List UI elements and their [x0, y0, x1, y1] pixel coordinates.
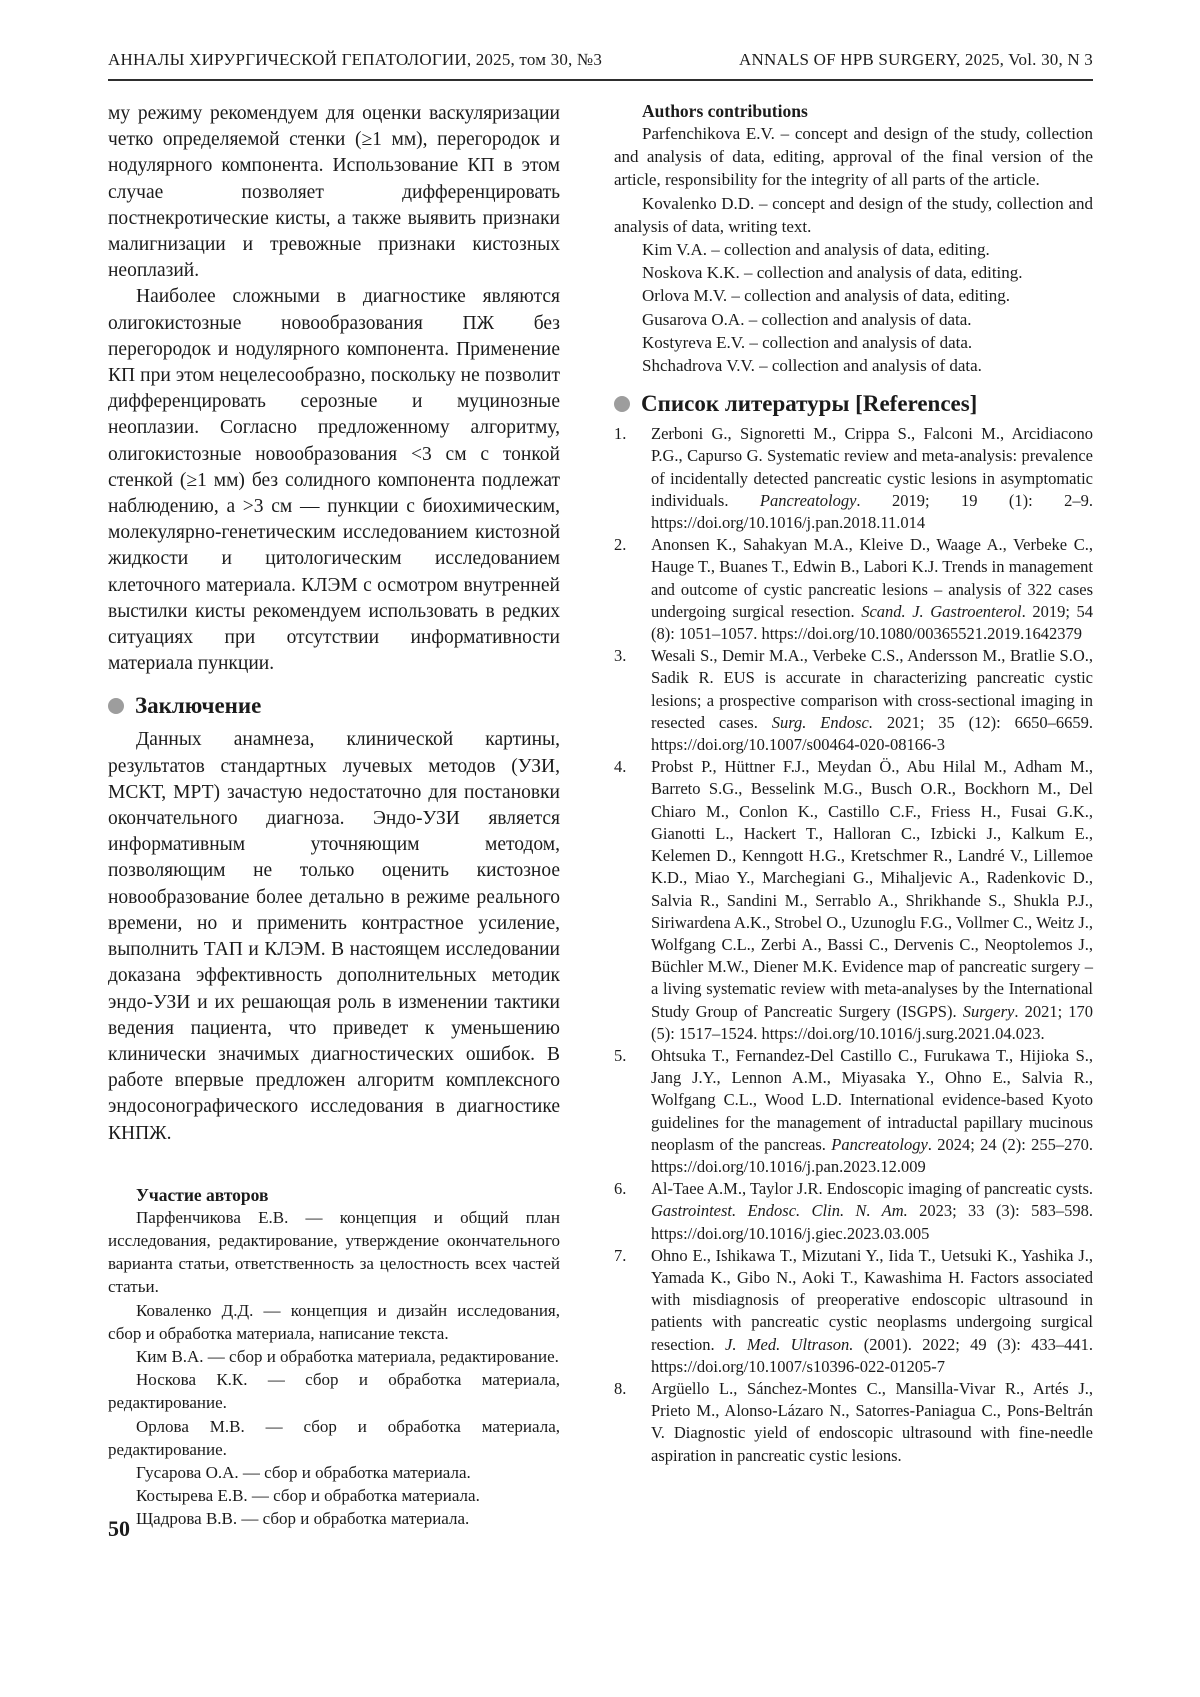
reference-item [614, 1245, 1093, 1378]
section-bullet-icon [614, 396, 630, 412]
references-list [614, 423, 1093, 1467]
reference-item [614, 645, 1093, 756]
conclusion-paragraph: Данных анамнеза, клинической картины, результатов стандартных лучевых методов (УЗИ, МСКТ, МРТ) зачастую недостаточно для постановки окончательного диагноза. Эндо-УЗИ является информативным уточняющим методом, позволяющим не только оценить кистозное новообразование более детально в режиме реального времени, но и применить контрастное усиление, выполнить ТАП и КЛЭМ. В настоящем исследовании доказана эффективность дополнительных методик эндо-УЗИ и их решающая роль в изменении тактики ведения пациента, что приведет к уменьшению клинически значимых диагностических ошибок. В работе впервые предложен алгоритм комплексного эндосонографического исследования в диагностике КНПЖ. [108, 729, 560, 1144]
contribution-item: Носкова К.К. — сбор и обработка материала, редактирование. [108, 1370, 560, 1413]
reference-text: Wesali S., Demir M.A., Verbeke C.S., Andersson M., Bratlie S.O., Sadik R. EUS is accurate in characterizing pancreatic cystic lesions; a prospective comparison with cross-sectional imaging in resected cases. Surg. Endosc. 2021; 35 (12): 6650–6659. https://doi.org/10.1007/s00464-020-08166-3 [651, 646, 1093, 755]
references-heading-label: Список литературы [References] [641, 391, 978, 417]
contribution-item: Noskova K.K. – collection and analysis of data, editing. [642, 263, 1023, 283]
references-heading [614, 391, 1093, 417]
contribution-item: Orlova M.V. – collection and analysis of data, editing. [642, 286, 1010, 306]
reference-item [614, 423, 1093, 534]
reference-number: 7. [614, 1245, 627, 1265]
reference-text: Ohtsuka T., Fernandez-Del Castillo C., Furukawa T., Hijioka S., Jang J.Y., Lennon A.M., Miyasaka Y., Ohno E., Salvia R., Wolfgang C.L., Wood L.D. International evidence-based Kyoto guidelines for the management of intraductal papillary mucinous neoplasm of the pancreas. Pancreatology. 2024; 24 (2): 255–270. https://doi.org/10.1016/j.pan.2023.12.009 [651, 1045, 1093, 1176]
contribution-item: Shchadrova V.V. – collection and analysis of data. [642, 356, 982, 376]
contribution-item: Орлова М.В. — сбор и обработка материала, редактирование. [108, 1416, 560, 1459]
reference-number: 3. [614, 646, 627, 666]
authors-contributions-list-en [614, 122, 1093, 377]
reference-item [614, 1178, 1093, 1245]
body-paragraph: му режиму рекомендуем для оценки васкуляризации четко определяемой стенки (≥1 мм), перегородок и нодулярного компонента. Использование КП в этом случае позволяет дифференцировать постнекротические кисты, а также выявить признаки малигнизации и тревожные признаки кистозных неоплазий. [108, 103, 560, 282]
contribution-item: Гусарова О.А. — сбор и обработка материала. [136, 1462, 471, 1482]
contribution-item: Parfenchikova E.V. – concept and design of the study, collection and analysis of data, editing, approval of the final version of the article, responsibility for the integrity of all parts of the article. [614, 124, 1093, 190]
contribution-item: Kim V.A. – collection and analysis of data, editing. [642, 240, 990, 260]
contribution-item: Парфенчикова Е.В. — концепция и общий план исследования, редактирование, утверждение окончательного варианта статьи, ответственность за целостность всех частей статьи. [108, 1207, 560, 1297]
body-paragraph: Наиболее сложными в диагностике являются олигокистозные новообразования ПЖ без перегородок и нодулярного компонента. Применение КП при этом нецелесообразно, поскольку не позволит дифференцировать серозные и муцинозные неоплазии. Согласно предложенному алгоритму, олигокистозные новообразования <3 см с тонкой стенкой (≥1 мм) без солидного компонента подлежат наблюдению, а >3 см — пункции с биохимическим, молекулярно-генетическим исследованием кистозной жидкости и цитологическим исследованием клеточного материала. КЛЭМ с осмотром внутренней выстилки кисты рекомендуем использовать в редких ситуациях при отсутствии информативности материала пункции. [108, 286, 560, 675]
contribution-item: Kovalenko D.D. – concept and design of the study, collection and analysis of data, writing text. [614, 193, 1093, 236]
reference-number: 4. [614, 757, 627, 777]
reference-number: 6. [614, 1179, 627, 1199]
reference-item [614, 1378, 1093, 1467]
running-header-journal-ru: АННАЛЫ ХИРУРГИЧЕСКОЙ ГЕПАТОЛОГИИ, 2025, том 30, №3 [108, 50, 603, 69]
contribution-item: Костырева Е.В. — сбор и обработка материала. [136, 1486, 480, 1506]
contribution-item: Щадрова В.В. — сбор и обработка материала. [136, 1509, 470, 1529]
right-column [614, 101, 1093, 1531]
contribution-item: Kostyreva E.V. – collection and analysis of data. [642, 332, 973, 352]
reference-text: Zerboni G., Signoretti M., Crippa S., Falconi M., Arcidiacono P.G., Capurso G. Systematic review and meta-analysis: prevalence of incidentally detected pancreatic cystic lesions in asymptomatic individuals. Pancreatology. 2019; 19 (1): 2–9. https://doi.org/10.1016/j.pan.2018.11.014 [651, 424, 1093, 533]
section-bullet-icon [108, 698, 124, 714]
authors-contributions-heading-ru: Участие авторов [136, 1184, 269, 1205]
running-header [108, 50, 1093, 81]
reference-text: Ohno E., Ishikawa T., Mizutani Y., Iida T., Uetsuki K., Yashika J., Yamada K., Gibo N., Aoki T., Kawashima H. Factors associated with misdiagnosis of preoperative endoscopic ultrasound in patients with pancreatic cystic neoplasms undergoing surgical resection. J. Med. Ultrason. (2001). 2022; 49 (3): 433–441. https://doi.org/10.1007/s10396-022-01205-7 [651, 1245, 1093, 1376]
reference-text: Al-Taee A.M., Taylor J.R. Endoscopic imaging of pancreatic cysts. Gastrointest. Endosc. Clin. N. Am. 2023; 33 (3): 583–598. https://doi.org/10.1016/j.giec.2023.03.005 [651, 1179, 1093, 1243]
running-header-journal-en: ANNALS OF HPB SURGERY, 2025, Vol. 30, N 3 [739, 50, 1093, 69]
authors-contributions-list-ru [108, 1206, 560, 1531]
page-number: 50 [108, 1516, 130, 1541]
page-content [108, 50, 1093, 1531]
authors-contributions-heading-en: Authors contributions [642, 101, 808, 121]
conclusion-heading-label: Заключение [135, 693, 262, 719]
reference-item [614, 534, 1093, 645]
reference-number: 5. [614, 1045, 627, 1065]
reference-text: Argüello L., Sánchez-Montes C., Mansilla-Vivar R., Artés J., Prieto M., Alonso-Lázaro N., Satorres-Paniagua C., Pons-Beltrán V. Diagnostic yield of endoscopic ultrasound with fine-needle aspiration in pancreatic cystic lesions. [651, 1378, 1093, 1465]
two-column-layout [108, 101, 1093, 1531]
reference-text: Probst P., Hüttner F.J., Meydan Ö., Abu Hilal M., Adham M., Barreto S.G., Besselink M.G., Busch O.R., Bockhorn M., Del Chiaro M., Conlon K., Castillo C.F., Friess H., Fusai G.K., Gianotti L., Hackert T., Halloran C., Izbicki J., Kalkum E., Kelemen D., Kenngott H.G., Kretschmer R., Landré V., Lillemoe K.D., Miao Y., Marchegiani G., Mihaljevic A., Radenkovic D., Salvia R., Sandini M., Serrablo A., Shrikhande S., Shukla P.J., Siriwardena A.K., Strobel O., Uzunoglu F.G., Vollmer C., Weitz J., Wolfgang C.L., Zerbi A., Bassi C., Dervenis C., Neoptolemos J., Büchler M.W., Diener M.K. Evidence map of pancreatic surgery – a living systematic review with meta-analyses by the International Study Group of Pancreatic Surgery (ISGPS). Surgery. 2021; 170 (5): 1517–1524. https://doi.org/10.1016/j.surg.2021.04.023. [651, 757, 1093, 1043]
left-column [108, 101, 560, 1531]
contribution-item: Gusarova O.A. – collection and analysis of data. [642, 309, 972, 329]
reference-text: Anonsen K., Sahakyan M.A., Kleive D., Waage A., Verbeke C., Hauge T., Buanes T., Edwin B., Labori K.J. Trends in management and outcome of cystic pancreatic lesions – analysis of 322 cases undergoing surgical resection. Scand. J. Gastroenterol. 2019; 54 (8): 1051–1057. https://doi.org/10.1080/00365521.2019.1642379 [651, 535, 1093, 644]
contribution-item: Ким В.А. — сбор и обработка материала, редактирование. [136, 1346, 559, 1366]
contribution-item: Коваленко Д.Д. — концепция и дизайн исследования, сбор и обработка материала, написание текста. [108, 1300, 560, 1343]
conclusion-heading [108, 693, 560, 719]
reference-item [614, 756, 1093, 1045]
reference-number: 1. [614, 424, 627, 444]
reference-number: 2. [614, 535, 627, 555]
reference-item [614, 1045, 1093, 1178]
reference-number: 8. [614, 1378, 627, 1398]
